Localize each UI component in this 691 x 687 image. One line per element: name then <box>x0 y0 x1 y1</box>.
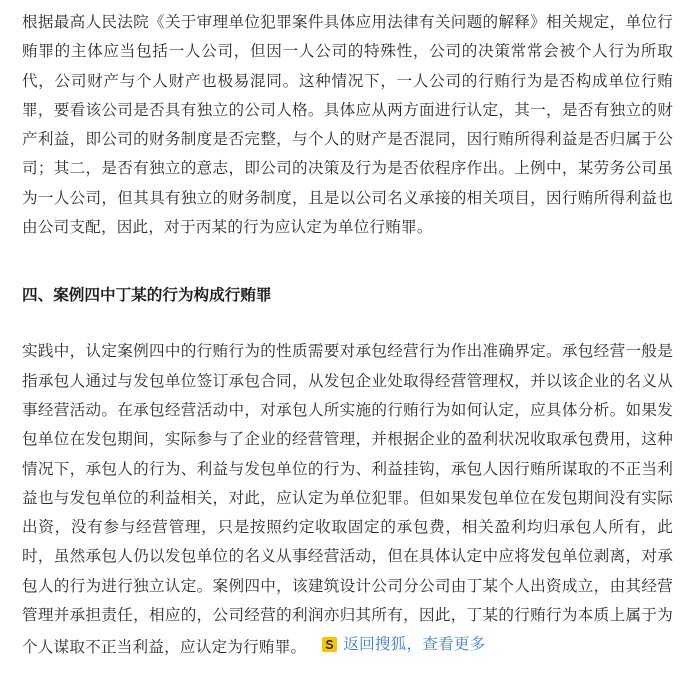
article-paragraph: 根据最高人民法院《关于审理单位犯罪案件具体应用法律有关问题的解释》相关规定，单位行贿罪的主体应当包括一人公司，但因一人公司的特殊性，公司的决策常常会被个人行为所取代，公司财产与个人财产也极易混同。这种情况下，一人公司的行贿行为是否构成单位行贿罪，要看该公司是否具有独立的公司人格。具体应从两方面进行认定，其一，是否有独立的财产利益，即公司的财务制度是否完整，与个人的财产是否混同，因行贿所得利益是否归属于公司；其二，是否有独立的意志，即公司的决策及行为是否依程序作出。上例中，某劳务公司虽为一人公司，但其具有独立的财务制度，且是以公司名义承接的相关项目，因行贿所得利益也由公司支配，因此，对于丙某的行为应认定为单位行贿罪。 <box>22 13 673 237</box>
article-paragraph-text: 实践中，认定案例四中的行贿行为的性质需要对承包经营行为作出准确界定。承包经营一般是指承包人通过与发包单位签订承包合同，从发包企业处取得经营管理权，并以该企业的名义从事经营活动。在承包经营活动中，对承包人所实施的行贿行为如何认定，应具体分析。如果发包单位在发包期间，实际参与了企业的经营管理，并根据企业的盈利状况收取承包费用，这种情况下，承包人的行为、利益与发包单位的行为、利益挂钩，承包人因行贿所谋取的不正当利益也与发包单位的利益相关，对此，应认定为单位犯罪。但如果发包单位在发包期间没有实际出资，没有参与经营管理，只是按照约定收取固定的承包费，相关盈利均归承包人所有，此时，虽然承包人仍以发包单位的名义从事经营活动，但在具体认定中应将发包单位剥离，对承包人的行为进行独立认定。案例四中，该建筑设计公司分公司由丁某个人出资成立，由其经营管理并承担责任，相应的，公司经营的利润亦归其所有，因此，丁某的行贿行为本质上属于为个人谋取不正当利益，应认定为行贿罪。 <box>22 342 673 657</box>
section-heading: 四、案例四中丁某的行为构成行贿罪 <box>22 286 272 305</box>
back-to-sohu-label: 返回搜狐，查看更多 <box>343 635 486 654</box>
back-to-sohu-link[interactable] <box>322 630 485 659</box>
sohu-logo-icon <box>322 637 337 652</box>
article-paragraph <box>22 337 673 662</box>
